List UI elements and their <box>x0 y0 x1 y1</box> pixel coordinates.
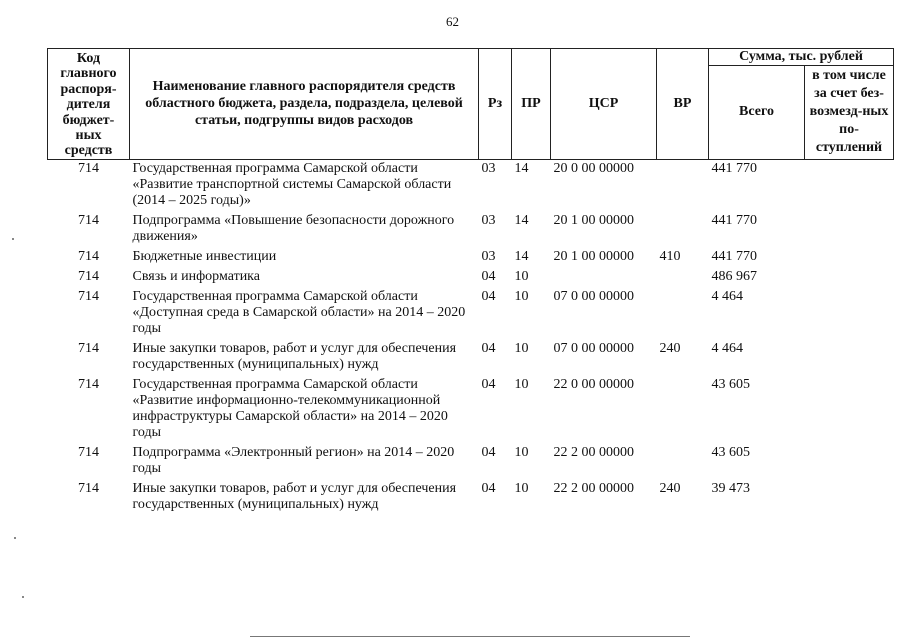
cell-csr: 07 0 00 00000 <box>553 288 634 304</box>
cell-pr: 14 <box>514 212 529 228</box>
cell-name: Подпрограмма «Электронный регион» на 2014 – 2020 годы <box>132 444 455 476</box>
table-row <box>48 445 894 481</box>
cell-csr: 20 1 00 00000 <box>553 248 634 264</box>
table-row <box>48 213 894 249</box>
table-body <box>48 159 894 517</box>
cell-incl <box>805 269 894 289</box>
table-row <box>48 159 894 213</box>
table-row <box>48 341 894 377</box>
scan-speck <box>12 238 14 240</box>
cell-name: Государственная программа Самарской области «Доступная среда в Самарской области» на 2014 – 2020 годы <box>132 288 466 336</box>
cell-rz: 04 <box>481 288 496 304</box>
cell-vr: 240 <box>659 480 681 496</box>
cell-total: 486 967 <box>711 268 757 284</box>
cell-vr: 410 <box>659 248 681 264</box>
cell-pr: 14 <box>514 160 529 176</box>
cell-rz: 04 <box>481 376 496 392</box>
cell-rz: 04 <box>481 340 496 356</box>
scan-speck <box>22 596 24 598</box>
cell-csr: 22 0 00 00000 <box>553 376 634 392</box>
header-incl: в том числе за счет без-возмезд-ных по-ступлений <box>805 66 894 160</box>
cell-csr <box>551 269 657 289</box>
cell-kod: 714 <box>78 160 99 176</box>
cell-incl <box>805 213 894 249</box>
cell-name: Иные закупки товаров, работ и услуг для обеспечения государственных (муниципальных) нужд <box>132 480 457 512</box>
cell-total: 4 464 <box>711 340 743 356</box>
cell-pr: 10 <box>514 288 529 304</box>
header-total: Всего <box>709 66 805 160</box>
cell-rz: 03 <box>481 212 496 228</box>
table-row <box>48 269 894 289</box>
cell-pr: 10 <box>514 340 529 356</box>
cell-rz: 04 <box>481 444 496 460</box>
cell-total: 43 605 <box>711 444 750 460</box>
cell-vr <box>657 377 709 445</box>
cell-kod: 714 <box>78 248 99 264</box>
cell-vr: 240 <box>659 340 681 356</box>
budget-table <box>47 48 894 517</box>
cell-rz: 03 <box>481 248 496 264</box>
cell-csr: 22 2 00 00000 <box>553 480 634 496</box>
cell-vr <box>657 213 709 249</box>
header-pr: ПР <box>512 49 551 160</box>
cell-kod: 714 <box>78 376 99 392</box>
cell-pr: 10 <box>514 268 529 284</box>
cell-kod: 714 <box>78 444 99 460</box>
table-row <box>48 289 894 341</box>
header-rz: Рз <box>479 49 512 160</box>
cell-incl <box>805 159 894 213</box>
cell-incl <box>805 289 894 341</box>
cell-incl <box>805 377 894 445</box>
cell-kod: 714 <box>78 212 99 228</box>
cell-vr <box>657 269 709 289</box>
cell-pr: 14 <box>514 248 529 264</box>
cell-rz: 04 <box>481 268 496 284</box>
cell-total: 441 770 <box>711 248 757 264</box>
cell-vr <box>657 159 709 213</box>
cell-name: Подпрограмма «Повышение безопасности дорожного движения» <box>132 212 455 244</box>
cell-total: 43 605 <box>711 376 750 392</box>
page-number: 62 <box>446 14 459 29</box>
cell-rz: 04 <box>481 480 496 496</box>
footer-rule <box>250 636 690 637</box>
scan-speck <box>14 537 16 539</box>
cell-vr <box>657 289 709 341</box>
cell-vr <box>657 445 709 481</box>
cell-name: Связь и информатика <box>132 268 260 284</box>
table-row <box>48 377 894 445</box>
cell-kod: 714 <box>78 268 99 284</box>
cell-incl <box>805 481 894 517</box>
cell-incl <box>805 445 894 481</box>
cell-total: 441 770 <box>711 160 757 176</box>
cell-kod: 714 <box>78 480 99 496</box>
table-row <box>48 481 894 517</box>
cell-pr: 10 <box>514 480 529 496</box>
header-vr: ВР <box>657 49 709 160</box>
cell-csr: 20 0 00 00000 <box>553 160 634 176</box>
header-csr: ЦСР <box>551 49 657 160</box>
cell-csr: 20 1 00 00000 <box>553 212 634 228</box>
cell-incl <box>805 341 894 377</box>
cell-name: Государственная программа Самарской области «Развитие транспортной системы Самарской области (2014 – 2025 годы)» <box>132 160 452 208</box>
header-kod: Код главного распоря-дителя бюджет-ных средств <box>48 49 130 160</box>
cell-pr: 10 <box>514 376 529 392</box>
cell-rz: 03 <box>481 160 496 176</box>
header-name: Наименование главного распорядителя средств областного бюджета, раздела, подраздела, целевой статьи, подгруппы видов расходов <box>130 49 479 160</box>
cell-total: 39 473 <box>711 480 750 496</box>
table-row <box>48 249 894 269</box>
cell-name: Бюджетные инвестиции <box>132 248 277 264</box>
cell-name: Иные закупки товаров, работ и услуг для обеспечения государственных (муниципальных) нужд <box>132 340 457 372</box>
cell-total: 441 770 <box>711 212 757 228</box>
cell-csr: 07 0 00 00000 <box>553 340 634 356</box>
cell-pr: 10 <box>514 444 529 460</box>
cell-name: Государственная программа Самарской области «Развитие информационно-телекоммуникационной инфраструктуры Самарской области» на 2014 – 2020 годы <box>132 376 448 440</box>
cell-csr: 22 2 00 00000 <box>553 444 634 460</box>
cell-kod: 714 <box>78 288 99 304</box>
cell-kod: 714 <box>78 340 99 356</box>
cell-total: 4 464 <box>711 288 743 304</box>
header-sum-group: Сумма, тыс. рублей <box>709 49 894 66</box>
table-header <box>48 49 894 160</box>
cell-incl <box>805 249 894 269</box>
